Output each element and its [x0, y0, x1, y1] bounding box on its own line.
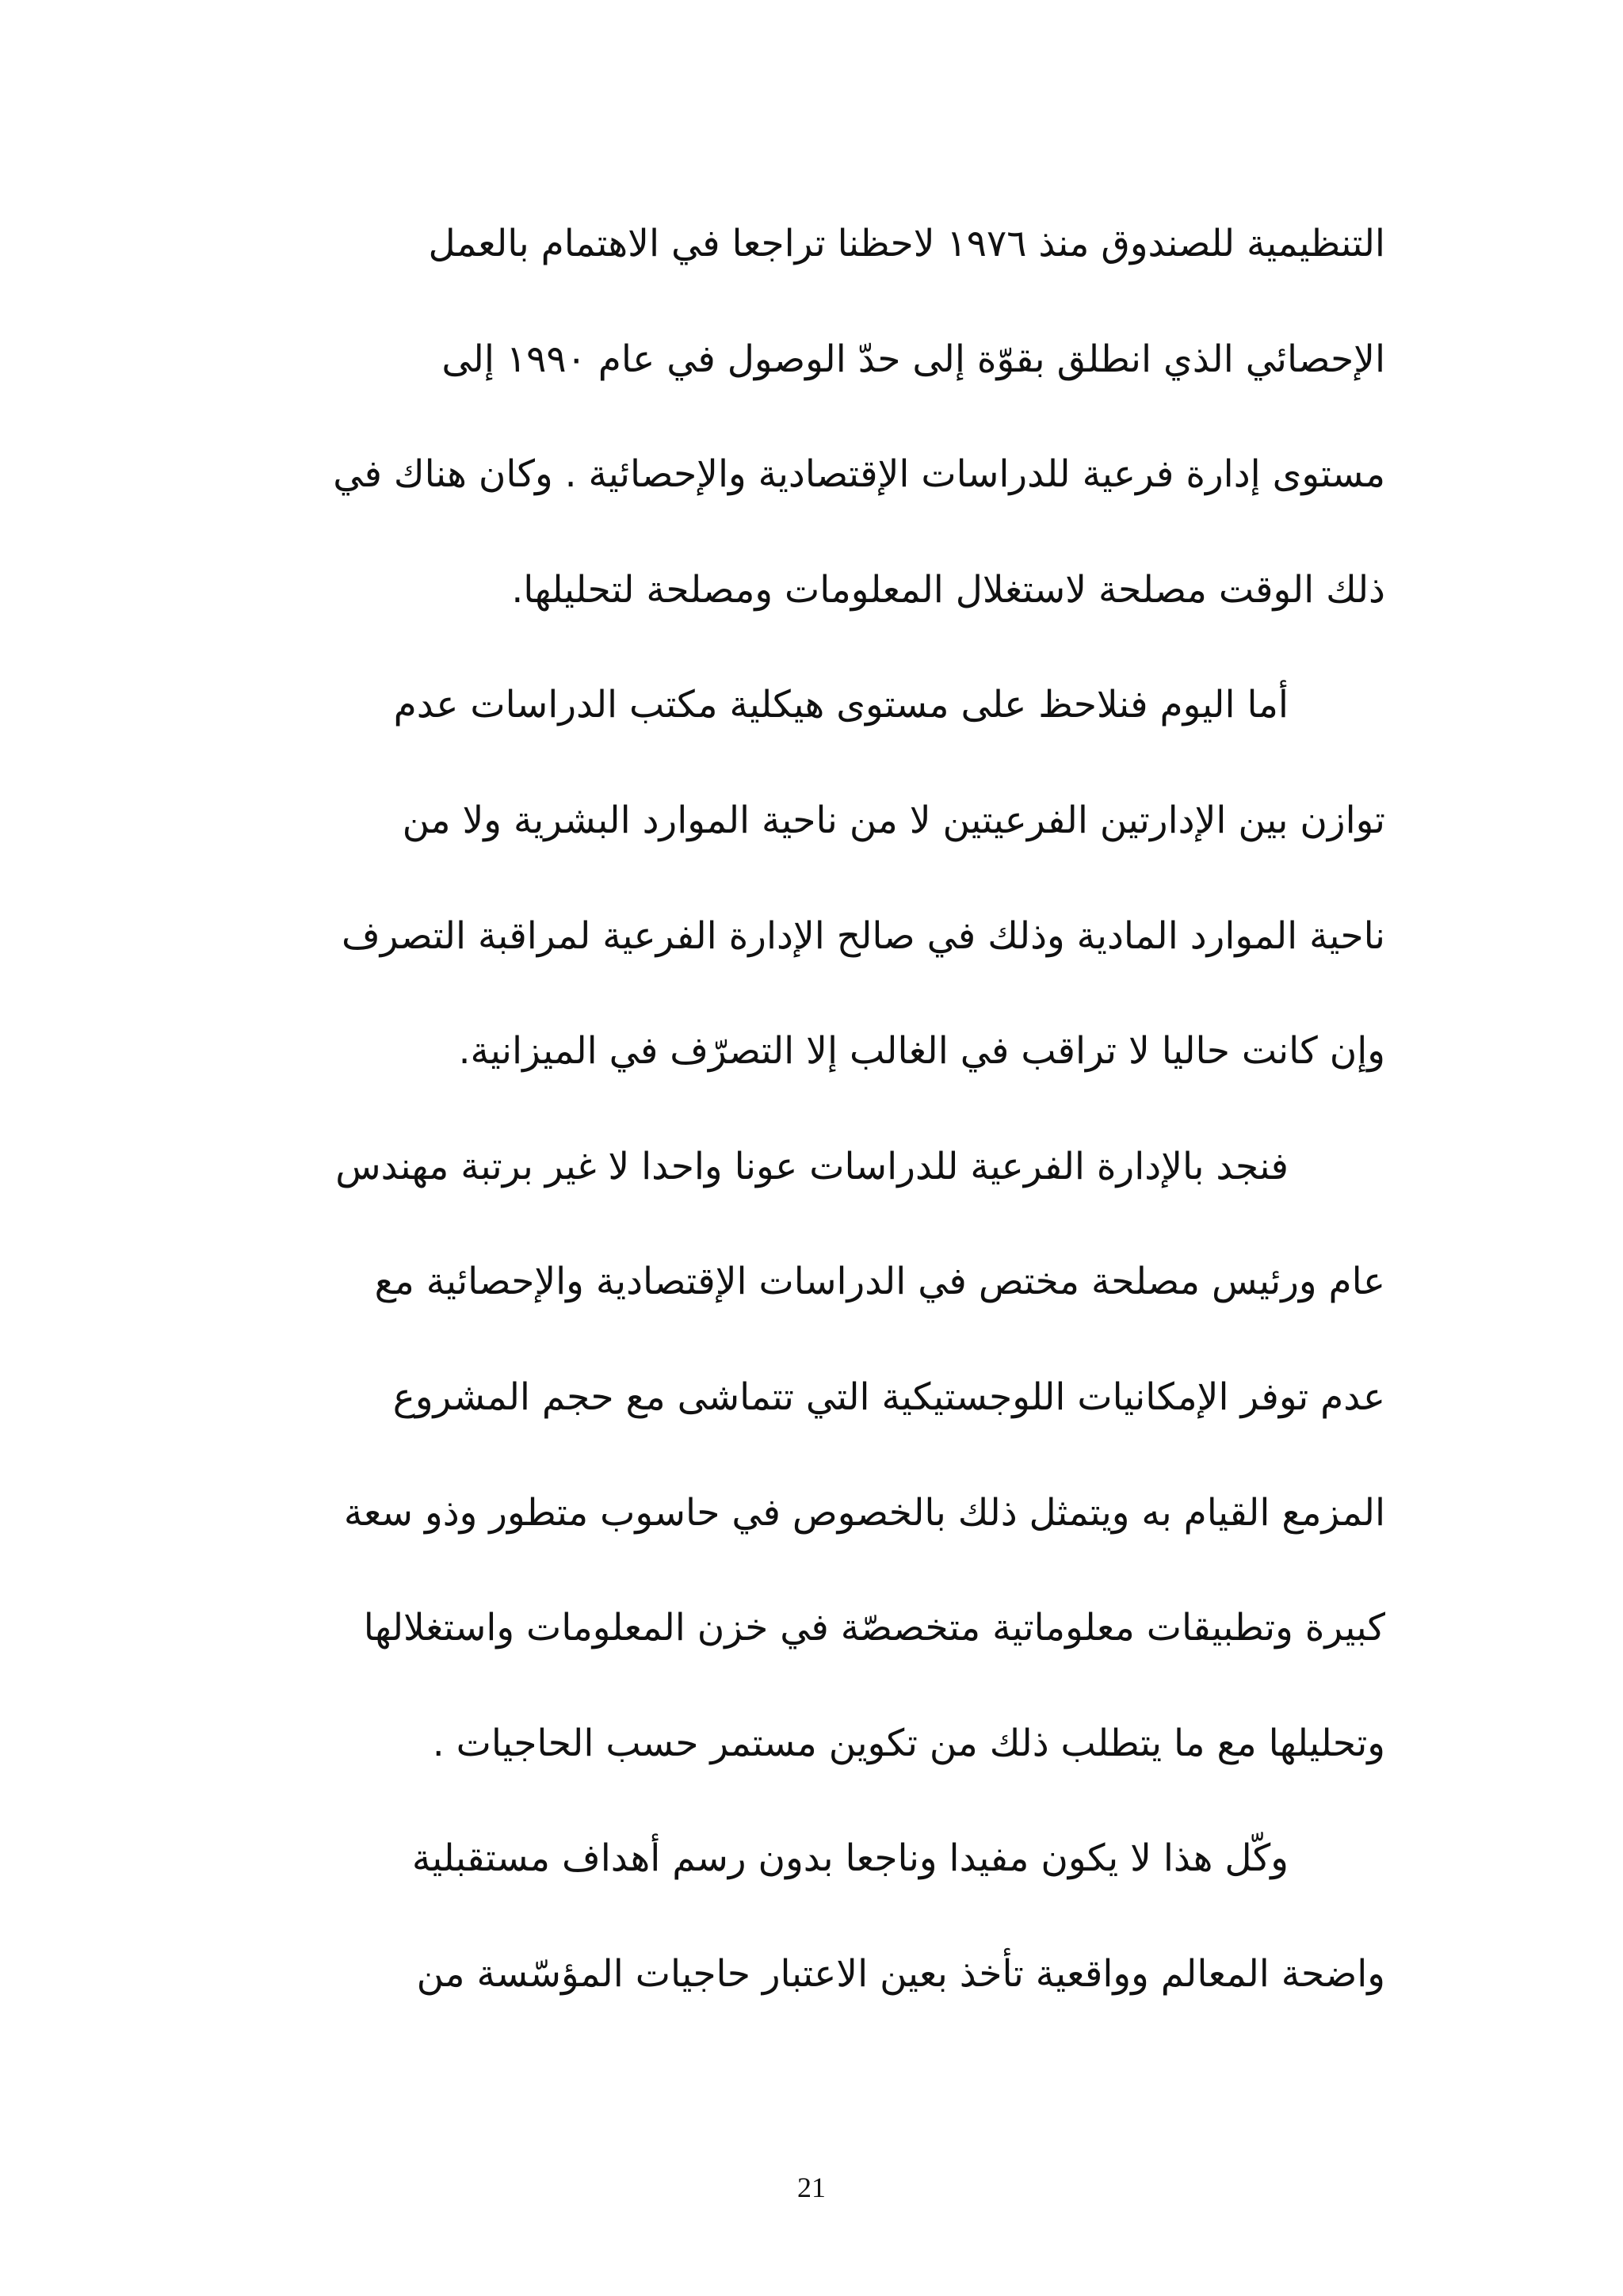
text-line: عام ورئيس مصلحة مختص في الدراسات الإقتصادية والإحصائية مع: [374, 1260, 1385, 1304]
text-line: ذلك الوقت مصلحة لاستغلال المعلومات ومصلحة لتحليلها.: [511, 567, 1385, 612]
text-line: وتحليلها مع ما يتطلب ذلك من تكوين مستمر حسب الحاجيات .: [432, 1721, 1385, 1765]
paragraph-first-line: وكّل هذا لا يكون مفيدا وناجعا بدون رسم أهداف مستقبلية: [411, 1836, 1289, 1881]
paragraph-first-line: أما اليوم فنلاحظ على مستوى هيكلية مكتب الدراسات عدم: [393, 683, 1289, 727]
text-line: وإن كانت حاليا لا تراقب في الغالب إلا التصرّف في الميزانية.: [458, 1029, 1385, 1074]
text-line: كبيرة وتطبيقات معلوماتية متخصصّة في خزن المعلومات واستغلالها: [363, 1606, 1385, 1650]
page-number: 21: [797, 2172, 826, 2203]
text-line: التنظيمية للصندوق منذ ١٩٧٦ لاحظنا تراجعا في الاهتمام بالعمل: [428, 222, 1385, 265]
body-text: [228, 208, 1385, 2054]
text-line: ناحية الموارد المادية وذلك في صالح الإدارة الفرعية لمراقبة التصرف: [342, 913, 1385, 958]
text-line: المزمع القيام به ويتمثل ذلك بالخصوص في حاسوب متطور وذو سعة: [343, 1490, 1385, 1535]
text-line: واضحة المعالم وواقعية تأخذ بعين الاعتبار حاجيات المؤسّسة من: [416, 1951, 1385, 1996]
text-line: عدم توفر الإمكانيات اللوجستيكية التي تتماشى مع حجم المشروع: [392, 1375, 1385, 1419]
text-line: الإحصائي الذي انطلق بقوّة إلى حدّ الوصول في عام ١٩٩٠ إلى: [441, 337, 1385, 381]
text-line: مستوى إدارة فرعية للدراسات الإقتصادية والإحصائية . وكان هناك في: [333, 452, 1385, 497]
text-line: توازن بين الإدارتين الفرعيتين لا من ناحية الموارد البشرية ولا من: [402, 798, 1385, 842]
paragraph-first-line: فنجد بالإدارة الفرعية للدراسات عونا واحدا لا غير برتبة مهندس: [335, 1144, 1289, 1188]
